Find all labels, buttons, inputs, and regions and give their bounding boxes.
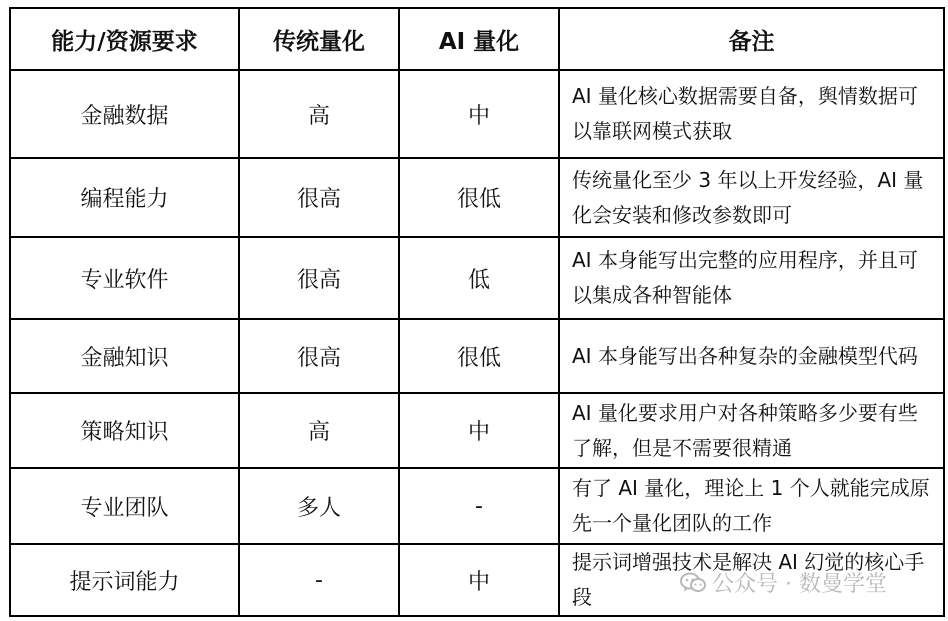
table-row bbox=[10, 158, 944, 237]
header-traditional-quant: 传统量化 bbox=[239, 8, 399, 70]
comparison-table bbox=[9, 7, 945, 617]
header-ai-quant: AI 量化 bbox=[399, 8, 559, 70]
table-row bbox=[10, 393, 944, 468]
row-note: 提示词增强技术是解决 AI 幻觉的核心手段 bbox=[559, 544, 944, 616]
row-note: 有了 AI 量化，理论上 1 个人就能完成原先一个量化团队的工作 bbox=[559, 468, 944, 544]
row-note: AI 本身能写出各种复杂的金融模型代码 bbox=[559, 319, 944, 393]
table-row bbox=[10, 237, 944, 319]
row-item: 专业团队 bbox=[10, 468, 239, 544]
table-header-row bbox=[10, 8, 944, 70]
row-note: AI 量化核心数据需要自备，舆情数据可以靠联网模式获取 bbox=[559, 70, 944, 158]
header-requirement: 能力/资源要求 bbox=[10, 8, 239, 70]
row-item: 金融知识 bbox=[10, 319, 239, 393]
row-ai: 低 bbox=[399, 237, 559, 319]
row-note: AI 本身能写出完整的应用程序，并且可以集成各种智能体 bbox=[559, 237, 944, 319]
table-row bbox=[10, 468, 944, 544]
row-item: 专业软件 bbox=[10, 237, 239, 319]
row-ai: 中 bbox=[399, 544, 559, 616]
row-traditional: 很高 bbox=[239, 158, 399, 237]
row-ai: 中 bbox=[399, 70, 559, 158]
row-traditional: 高 bbox=[239, 70, 399, 158]
table-row bbox=[10, 544, 944, 616]
header-notes: 备注 bbox=[559, 8, 944, 70]
row-traditional: 多人 bbox=[239, 468, 399, 544]
watermark-text: 公众号 · 数曼学堂 bbox=[712, 572, 887, 597]
row-note: 传统量化至少 3 年以上开发经验，AI 量化会安装和修改参数即可 bbox=[559, 158, 944, 237]
row-ai: 很低 bbox=[399, 158, 559, 237]
row-ai: 中 bbox=[399, 393, 559, 468]
row-item: 策略知识 bbox=[10, 393, 239, 468]
row-item: 编程能力 bbox=[10, 158, 239, 237]
row-traditional: 很高 bbox=[239, 237, 399, 319]
row-traditional: 很高 bbox=[239, 319, 399, 393]
row-ai: - bbox=[399, 468, 559, 544]
row-traditional: 高 bbox=[239, 393, 399, 468]
row-traditional: - bbox=[239, 544, 399, 616]
row-ai: 很低 bbox=[399, 319, 559, 393]
table-row bbox=[10, 319, 944, 393]
row-item: 提示词能力 bbox=[10, 544, 239, 616]
row-item: 金融数据 bbox=[10, 70, 239, 158]
table-row bbox=[10, 70, 944, 158]
row-note: AI 量化要求用户对各种策略多少要有些了解，但是不需要很精通 bbox=[559, 393, 944, 468]
